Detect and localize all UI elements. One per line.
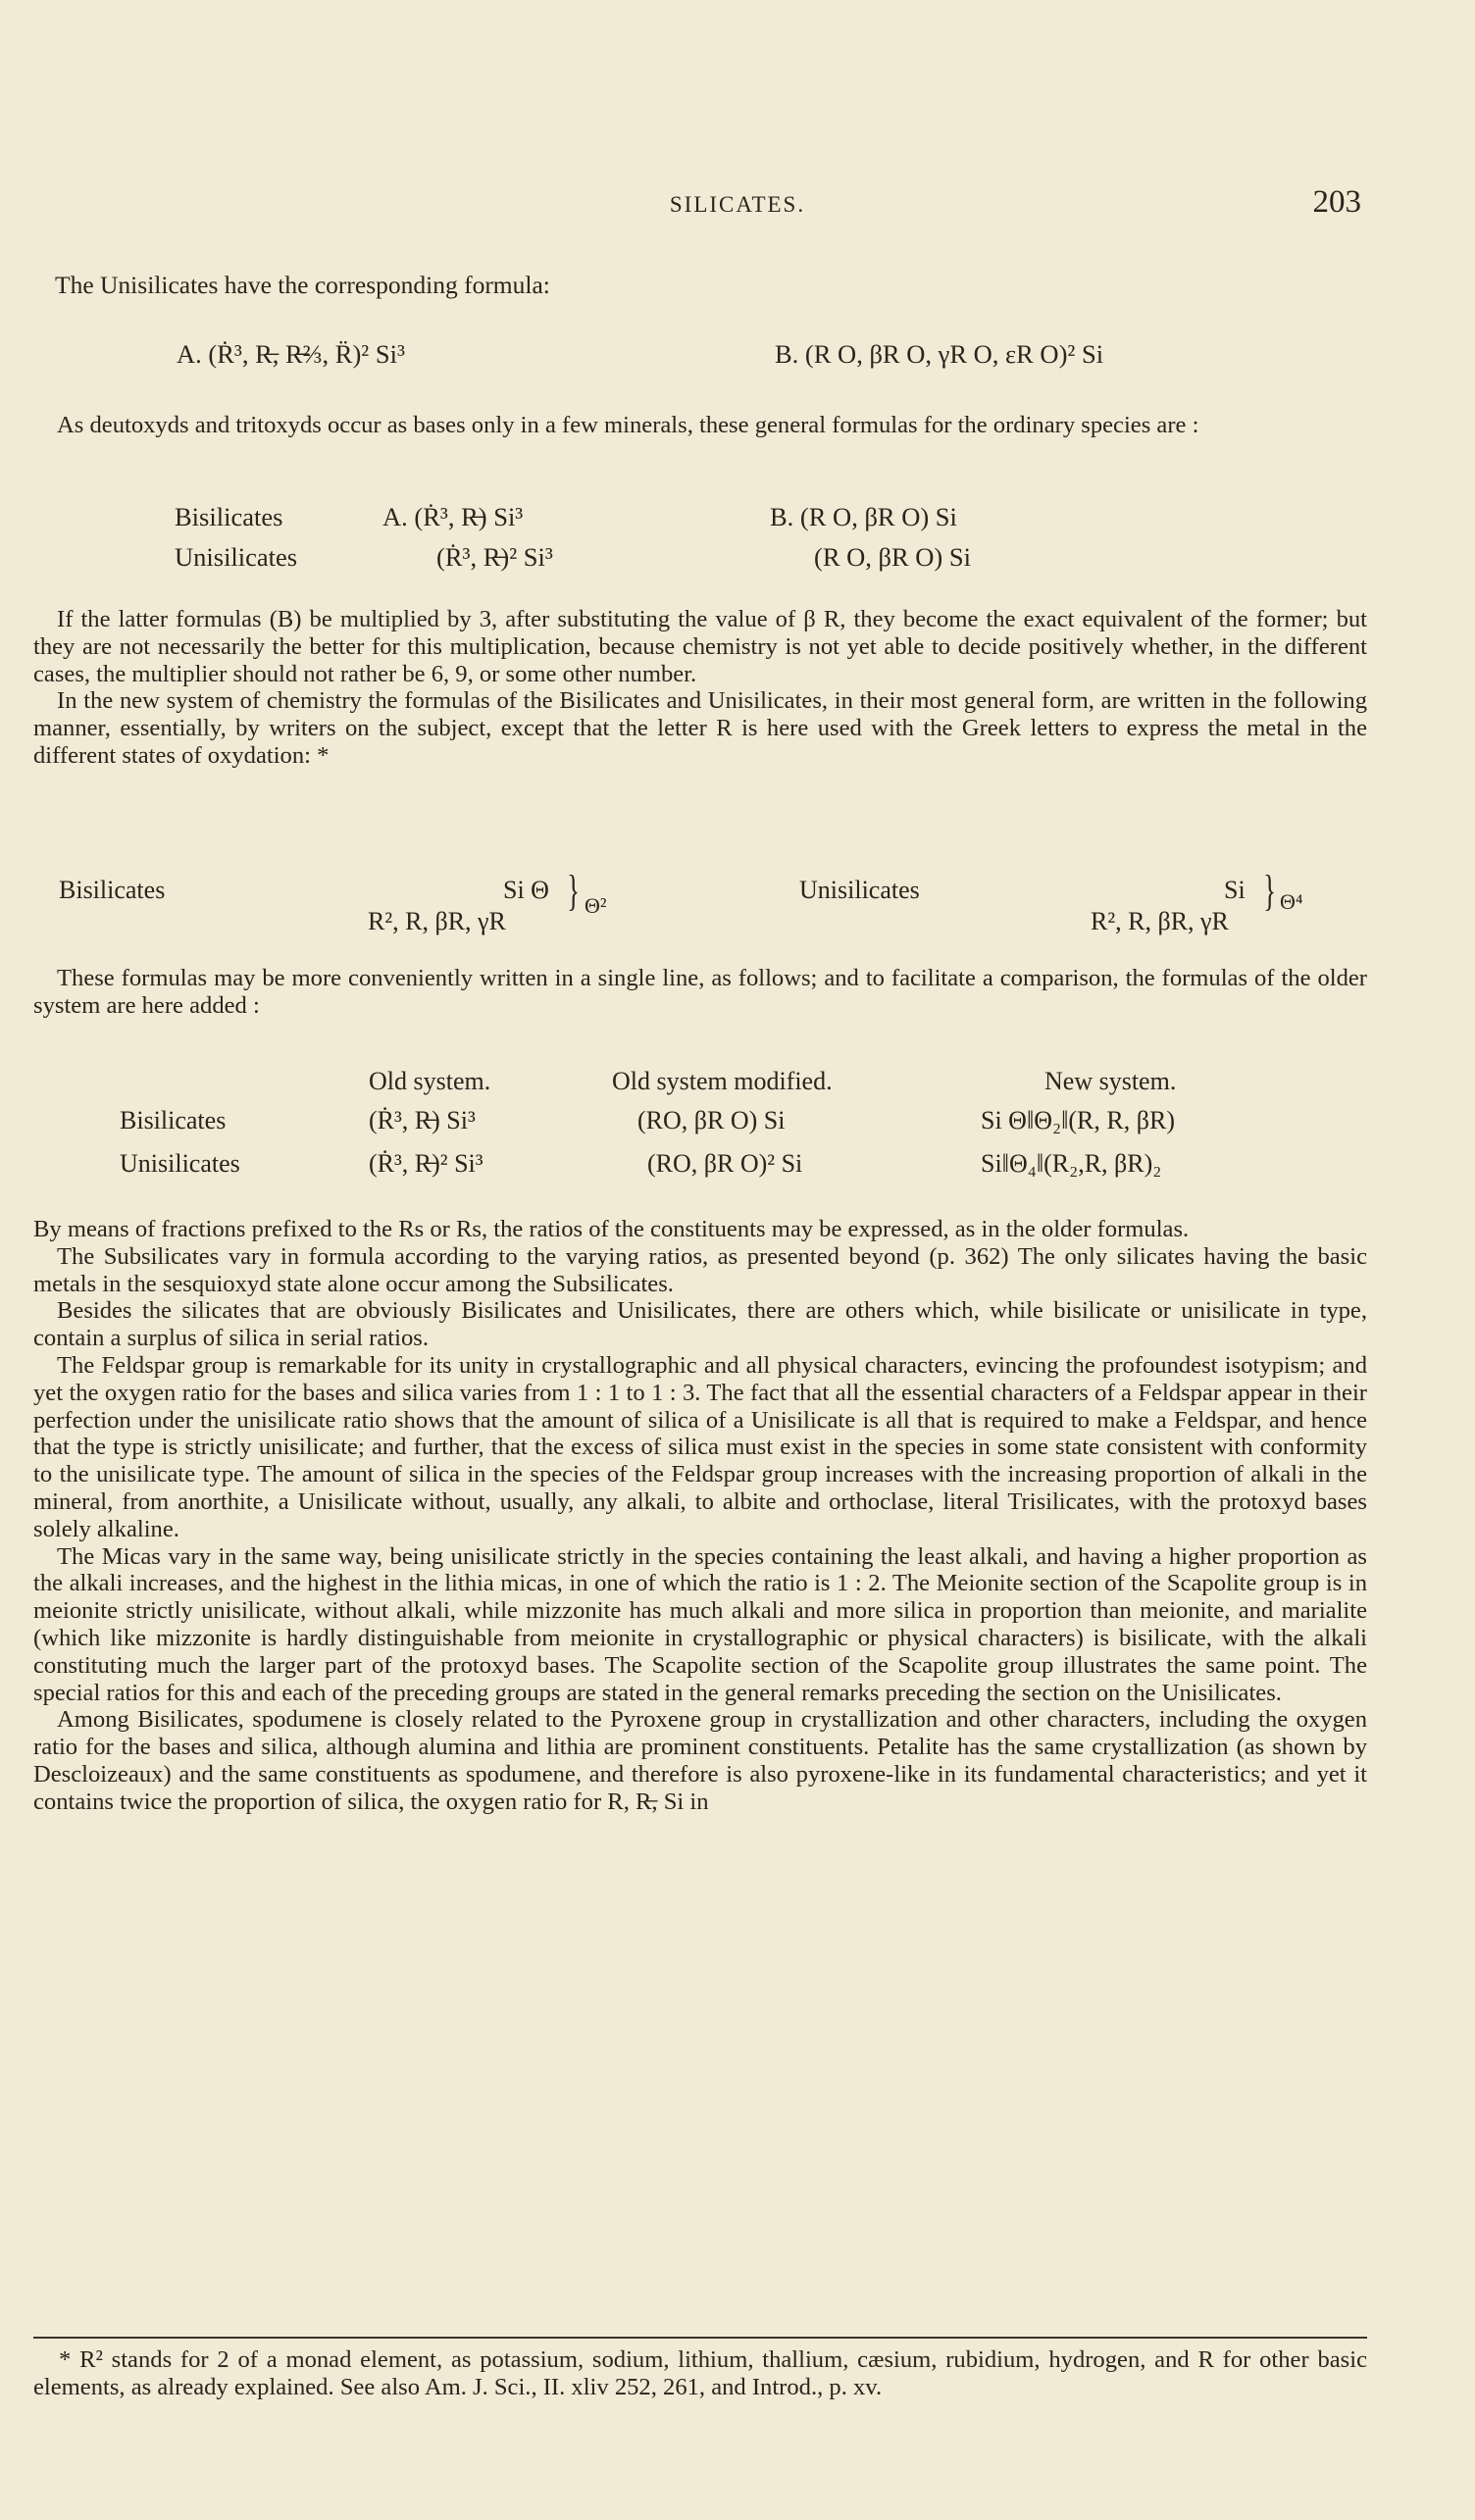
table-header-old: Old system. xyxy=(369,1067,491,1095)
ordinary-unisilicates-b: (R O, βR O) Si xyxy=(814,542,971,572)
table-cell-new: Si Θ‖Θ₂‖(R, R, βR) xyxy=(981,1106,1175,1134)
paragraph-spodumene: Among Bisilicates, spodumene is closely related to the Pyroxene group in crystallization and other characters, including the oxygen ratio for the bases and silica, although alumina and lithia are prominent constituents. Petalite has the same crystallization (as shown by Descloizeaux) and the same constituents as spodumene, and therefore is also pyroxene-like in its fundamental characteristics; and yet it contains twice the proportion of silica, the oxygen ratio for R, R̶, Si in xyxy=(33,1706,1367,1815)
new-unisilicates-label: Unisilicates xyxy=(799,876,920,904)
page-number: 203 xyxy=(1312,184,1361,220)
brace-bisilicates: } xyxy=(567,867,580,915)
paragraph-feldspar: The Feldspar group is remarkable for its unity in crystallographic and all physical characters, evincing the profoundest isotypism; and yet the oxygen ratio for the bases and silica varies from 1 : 1 to 1 : 3. The fact that all the essential characters of a Feldspar appear in their perfection under the unisilicate ratio shows that the amount of silica of a Unisilicate is all that is required to make a Feldspar, and hence that the type is strictly unisilicate; and further, that the excess of silica must exist in the species in some state consistent with conformity to the unisilicate type. The amount of silica in the species of the Feldspar group increases with the increasing proportion of alkali in the mineral, from anorthite, a Unisilicate without, usually, any alkali, to albite and orthoclase, literal Trisilicates, with the protoxyd bases solely alkaline. xyxy=(33,1351,1367,1542)
new-bisilicates-label: Bisilicates xyxy=(59,876,166,904)
paragraph-latter: If the latter formulas (B) be multiplied by 3, after substituting the value of β R, they become the exact equivalent of the former; but they are not necessarily the better for this multiplication, because chemistry is not yet able to decide positively whether, in the different cases, the multiplier should not rather be 6, 9, or some other number. In the new system of chemistry the formulas of the Bisilicates and Unisilicates, in their most general form, are written in the following manner, essentially, by writers on the subject, except that the letter R is here used with the Greek letters to express the metal in the different states of oxydation: * xyxy=(33,606,1367,769)
brace-unisilicates: } xyxy=(1263,867,1276,915)
ordinary-unisilicates-a: (Ṙ³, R̶)² Si³ xyxy=(436,542,553,572)
main-text xyxy=(33,1216,1367,1816)
new-bisilicates-oxygen: Θ² xyxy=(585,893,607,918)
paragraph-deutoxyds: As deutoxyds and tritoxyds occur as bases only in a few minerals, these general formulas for the ordinary species are : xyxy=(57,412,1199,438)
intro-line: The Unisilicates have the corresponding formula: xyxy=(55,271,550,299)
paragraph-single-line: These formulas may be more conveniently written in a single line, as follows; and to facilitate a comparison, the formulas of the older system are here added : xyxy=(33,965,1367,1019)
table-row-label: Bisilicates xyxy=(120,1106,227,1134)
table-cell-old: (Ṙ³, R̶) Si³ xyxy=(369,1106,476,1134)
paragraph-fractions: By means of fractions prefixed to the Rs or Rs, the ratios of the constituents may be expressed, as in the older formulas. xyxy=(33,1216,1190,1242)
footnote: * R² stands for 2 of a monad element, as potassium, sodium, lithium, thallium, cæsium, rubidium, hydrogen, and R for other basic elements, as already explained. See also Am. J. Sci., II. xliv 252, 261, and Introd., p. xv. xyxy=(33,2346,1367,2400)
ordinary-unisilicates-label: Unisilicates xyxy=(175,542,298,572)
table-header-modified: Old system modified. xyxy=(612,1067,833,1095)
footnote-rule xyxy=(33,2337,1367,2339)
table-cell-modified: (RO, βR O)² Si xyxy=(647,1149,803,1178)
ordinary-bisilicates-label: Bisilicates xyxy=(175,502,283,531)
new-bisilicates-bottom: R², R, βR, γR xyxy=(368,907,506,935)
paragraph-besides: Besides the silicates that are obviously Bisilicates and Unisilicates, there are others which, while bisilicate or unisilicate in type, contain a surplus of silica in serial ratios. xyxy=(33,1297,1367,1352)
formula-a: A. (Ṙ³, R̶, R̶̶⅔, R̈)² Si³ xyxy=(177,339,405,369)
table-cell-modified: (RO, βR O) Si xyxy=(637,1106,786,1134)
paragraph-micas: The Micas vary in the same way, being unisilicate strictly in the species containing the least alkali, and having a higher proportion as the alkali increases, and the highest in the lithia micas, in one of which the ratio is 1 : 2. The Meionite section of the Scapolite group is in meionite strictly unisilicate, without alkali, while mizzonite has much alkali and more silica in proportion than meionite, and marialite (which like mizzonite is hardly distinguishable from meionite in crystallographic or physical characters) is bisilicate, with the alkali constituting much the larger part of the protoxyd bases. The Scapolite section of the Scapolite group illustrates the same point. The special ratios for this and each of the preceding groups are stated in the general remarks preceding the section on the Unisilicates. xyxy=(33,1542,1367,1706)
table-row-label: Unisilicates xyxy=(120,1149,240,1178)
paragraph-subsilicates: The Subsilicates vary in formula according to the varying ratios, as presented beyond (p. 362) The only silicates having the basic metals in the sesquioxyd state alone occur among the Subsilicates. xyxy=(33,1242,1367,1297)
new-unisilicates-bottom: R², R, βR, γR xyxy=(1091,907,1229,935)
table-header-new: New system. xyxy=(1044,1067,1177,1095)
ordinary-bisilicates-b: B. (R O, βR O) Si xyxy=(770,502,957,531)
new-unisilicates-oxygen: Θ⁴ xyxy=(1280,889,1303,914)
formula-b: B. (R O, βR O, γR O, εR O)² Si xyxy=(775,339,1104,369)
new-bisilicates-top: Si Θ xyxy=(503,876,549,904)
table-cell-old: (Ṙ³, R̶)² Si³ xyxy=(369,1149,483,1178)
ordinary-bisilicates-a: A. (Ṙ³, R̶) Si³ xyxy=(382,502,524,531)
new-unisilicates-top: Si xyxy=(1224,876,1246,904)
paragraph-new-system: In the new system of chemistry the formulas of the Bisilicates and Unisilicates, in their most general form, are written in the following manner, essentially, by writers on the subject, except that the letter R is here used with the Greek letters to express the metal in the different states of oxydation: * xyxy=(33,687,1367,769)
running-header: SILICATES. xyxy=(669,192,806,217)
table-cell-new: Si‖Θ₄‖(R₂,R, βR)₂ xyxy=(981,1149,1162,1178)
